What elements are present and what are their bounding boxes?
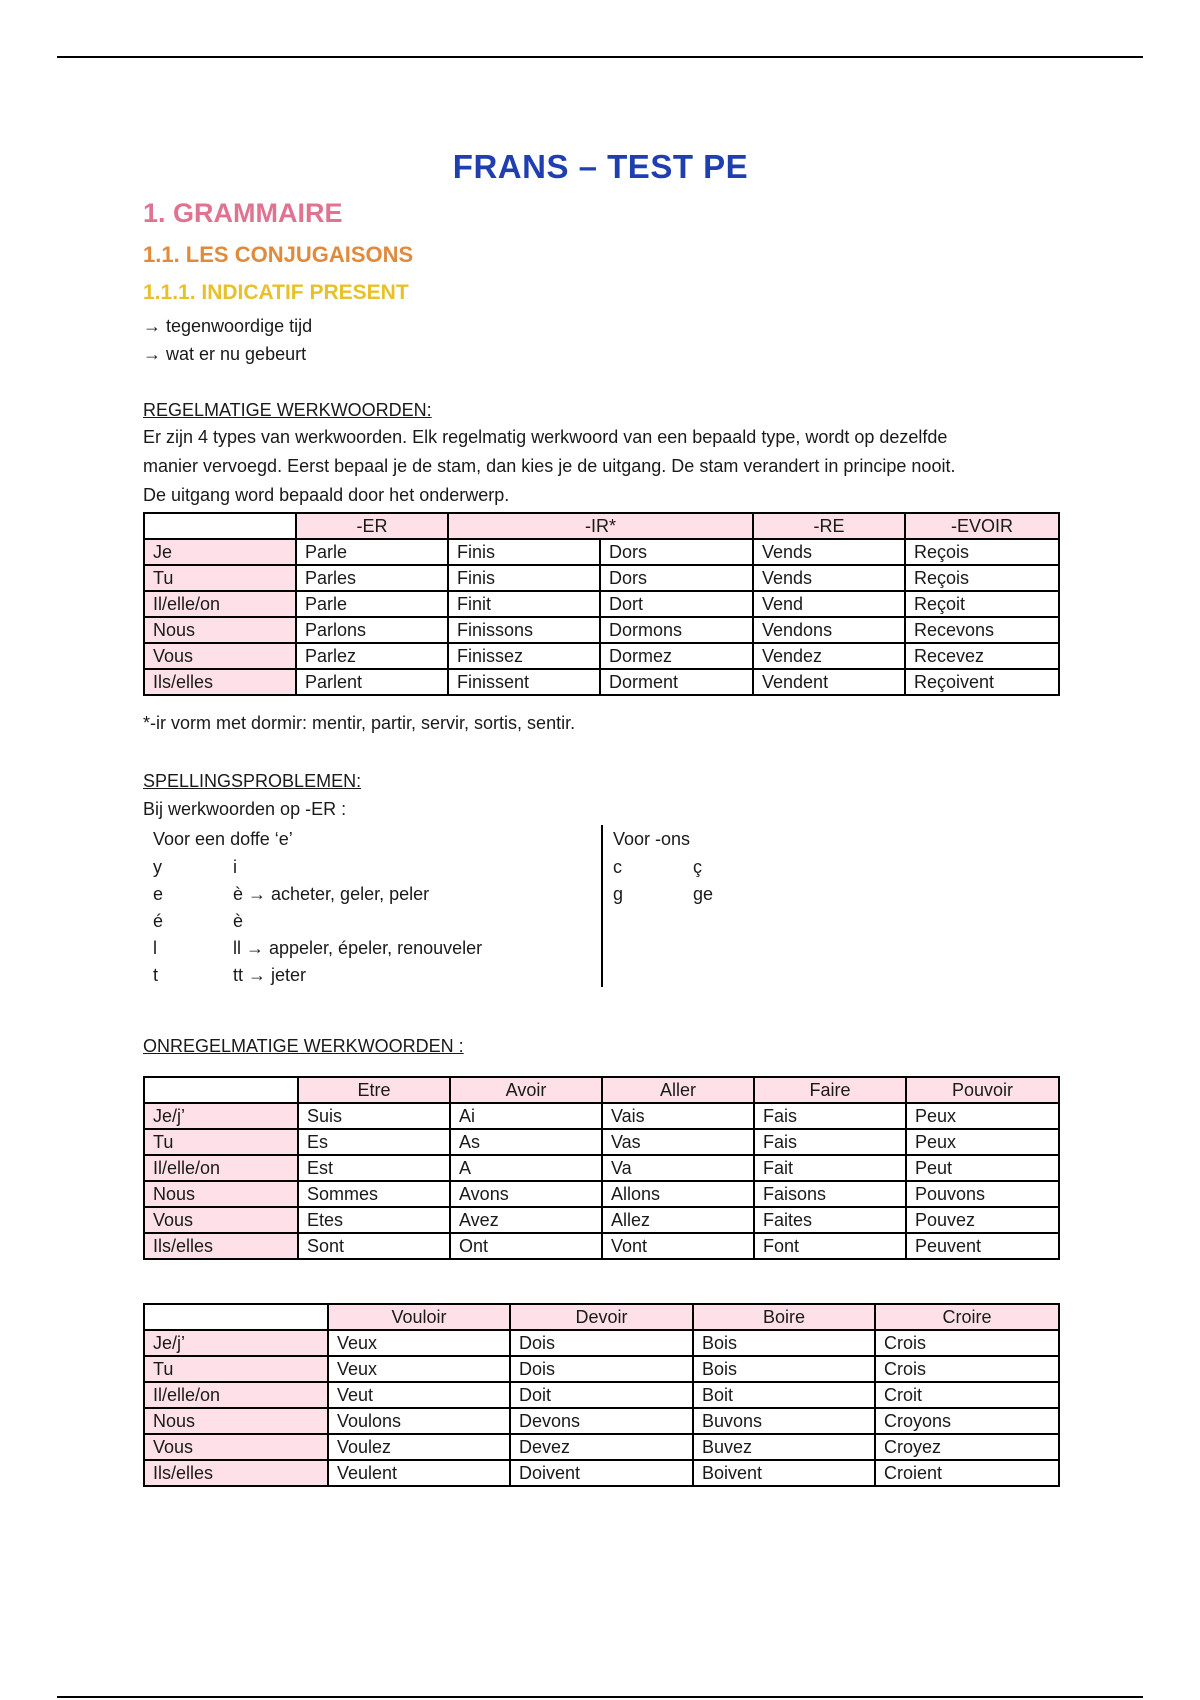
column-header: -IR* — [448, 513, 753, 539]
table-row — [144, 1356, 1059, 1382]
table-cell: Vends — [753, 539, 905, 565]
spelling-from: t — [153, 965, 159, 985]
regular-footnote: *-ir vorm met dormir: mentir, partir, servir, sortis, sentir. — [143, 713, 576, 733]
table-cell: Finit — [448, 591, 600, 617]
table-cell: Reçois — [905, 539, 1059, 565]
column-header: Pouvoir — [906, 1077, 1059, 1103]
row-header: Tu — [144, 1356, 328, 1382]
table-row — [144, 643, 1059, 669]
spelling-to: tt → jeter — [233, 965, 307, 985]
irregular-verbs-table-1 — [143, 1076, 1060, 1260]
table-cell: Vendons — [753, 617, 905, 643]
column-header: Vouloir — [328, 1304, 510, 1330]
table-cell: Finissons — [448, 617, 600, 643]
table-cell: Veux — [328, 1356, 510, 1382]
spelling-row — [613, 854, 913, 881]
column-header: -RE — [753, 513, 905, 539]
blank-header-cell — [144, 513, 296, 539]
table-row — [144, 1330, 1059, 1356]
row-header: Il/elle/on — [144, 1155, 298, 1181]
spelling-from: g — [613, 884, 624, 904]
spelling-row — [153, 854, 593, 881]
table-cell: Fait — [754, 1155, 906, 1181]
table-cell: Buvons — [693, 1408, 875, 1434]
row-header: Je/j’ — [144, 1103, 298, 1129]
table-row — [144, 1233, 1059, 1259]
table-row — [144, 539, 1059, 565]
table-cell: Vont — [602, 1233, 754, 1259]
table-cell: Dormons — [600, 617, 753, 643]
table-cell: Pouvons — [906, 1181, 1059, 1207]
table-cell: Peuvent — [906, 1233, 1059, 1259]
table-row — [144, 1103, 1059, 1129]
row-header: Nous — [144, 617, 296, 643]
table-row — [144, 617, 1059, 643]
heading-conjugaisons: 1.1. LES CONJUGAISONS — [143, 242, 414, 267]
table-cell: Croit — [875, 1382, 1059, 1408]
row-header: Tu — [144, 565, 296, 591]
intro-line: → tegenwoordige tijd — [143, 316, 313, 336]
spelling-heading: SPELLINGSPROBLEMEN: — [143, 771, 362, 791]
document-title: FRANS – TEST PE — [452, 148, 749, 185]
table-cell: As — [450, 1129, 602, 1155]
blank-header-cell — [144, 1077, 298, 1103]
table-cell: Doit — [510, 1382, 693, 1408]
table-cell: Finis — [448, 565, 600, 591]
row-header: Je — [144, 539, 296, 565]
table-cell: Bois — [693, 1330, 875, 1356]
table-row — [144, 1129, 1059, 1155]
table-cell: Dois — [510, 1356, 693, 1382]
table-cell: Parle — [296, 539, 448, 565]
regular-heading: REGELMATIGE WERKWOORDEN: — [143, 400, 432, 420]
row-header: Nous — [144, 1181, 298, 1207]
blank-header-cell — [144, 1304, 328, 1330]
spelling-to: ç — [693, 857, 702, 877]
table-cell: Parles — [296, 565, 448, 591]
column-header: -EVOIR — [905, 513, 1059, 539]
table-cell: Es — [298, 1129, 450, 1155]
table-row — [144, 1155, 1059, 1181]
table-cell: Avez — [450, 1207, 602, 1233]
table-cell: Voulez — [328, 1434, 510, 1460]
spelling-row — [153, 962, 593, 989]
table-cell: Dors — [600, 539, 753, 565]
table-cell: Croyez — [875, 1434, 1059, 1460]
heading-grammaire: 1. GRAMMAIRE — [143, 198, 343, 228]
table-cell: Reçoit — [905, 591, 1059, 617]
table-cell: Avons — [450, 1181, 602, 1207]
table-row — [144, 591, 1059, 617]
spelling-row — [153, 908, 593, 935]
table-cell: Doivent — [510, 1460, 693, 1486]
table-cell: Ont — [450, 1233, 602, 1259]
column-header: Avoir — [450, 1077, 602, 1103]
table-cell: Finissent — [448, 669, 600, 695]
table-cell: Finissez — [448, 643, 600, 669]
table-cell: Reçoivent — [905, 669, 1059, 695]
table-row — [144, 1408, 1059, 1434]
table-cell: Vendez — [753, 643, 905, 669]
table-cell: Voulons — [328, 1408, 510, 1434]
table-cell: Allons — [602, 1181, 754, 1207]
table-cell: Boivent — [693, 1460, 875, 1486]
table-cell: Vais — [602, 1103, 754, 1129]
table-cell: Parlons — [296, 617, 448, 643]
table-cell: Crois — [875, 1356, 1059, 1382]
spelling-to: ll → appeler, épeler, renouveler — [233, 938, 483, 958]
row-header: Tu — [144, 1129, 298, 1155]
spelling-from: e — [153, 884, 164, 904]
table-cell: Croyons — [875, 1408, 1059, 1434]
table-cell: Etes — [298, 1207, 450, 1233]
table-cell: Devez — [510, 1434, 693, 1460]
spelling-left-title: Voor een doffe ‘e’ — [153, 829, 293, 849]
spelling-to: è — [233, 911, 244, 931]
table-cell: Vas — [602, 1129, 754, 1155]
column-header: Croire — [875, 1304, 1059, 1330]
table-cell: Sommes — [298, 1181, 450, 1207]
row-header: Nous — [144, 1408, 328, 1434]
spelling-from: y — [153, 857, 162, 877]
table-row — [144, 1434, 1059, 1460]
spelling-to: i — [233, 857, 237, 877]
regular-verbs-table — [143, 512, 1060, 696]
table-cell: Parlez — [296, 643, 448, 669]
table-cell: Veux — [328, 1330, 510, 1356]
heading-indicatif-present: 1.1.1. INDICATIF PRESENT — [143, 281, 409, 304]
table-cell: Parlent — [296, 669, 448, 695]
spelling-to: è → acheter, geler, peler — [233, 884, 430, 904]
column-header: Boire — [693, 1304, 875, 1330]
table-cell: Allez — [602, 1207, 754, 1233]
spelling-from: é — [153, 911, 164, 931]
row-header: Vous — [144, 1434, 328, 1460]
table-cell: Peux — [906, 1129, 1059, 1155]
row-header: Je/j’ — [144, 1330, 328, 1356]
spelling-intro: Bij werkwoorden op -ER : — [143, 799, 347, 819]
table-cell: Vend — [753, 591, 905, 617]
table-cell: Faisons — [754, 1181, 906, 1207]
table-cell: Finis — [448, 539, 600, 565]
table-row — [144, 565, 1059, 591]
irregular-verbs-table-2 — [143, 1303, 1060, 1487]
table-row — [144, 1207, 1059, 1233]
table-cell: Faites — [754, 1207, 906, 1233]
table-cell: Veut — [328, 1382, 510, 1408]
spelling-right-column — [601, 825, 913, 987]
table-cell: Est — [298, 1155, 450, 1181]
column-header: -ER — [296, 513, 448, 539]
table-cell: Pouvez — [906, 1207, 1059, 1233]
table-header-row — [144, 1304, 1059, 1330]
table-cell: A — [450, 1155, 602, 1181]
table-cell: Dois — [510, 1330, 693, 1356]
row-header: Il/elle/on — [144, 1382, 328, 1408]
table-cell: Dort — [600, 591, 753, 617]
table-cell: Recevez — [905, 643, 1059, 669]
table-cell: Dorment — [600, 669, 753, 695]
table-cell: Font — [754, 1233, 906, 1259]
table-cell: Sont — [298, 1233, 450, 1259]
table-row — [144, 669, 1059, 695]
spelling-row — [153, 935, 593, 962]
regular-paragraph-line: manier vervoegd. Eerst bepaal je de stam, dan kies je de uitgang. De stam verandert in principe nooit. — [143, 456, 956, 476]
table-cell: Suis — [298, 1103, 450, 1129]
spelling-from: l — [153, 938, 157, 958]
table-cell: Reçois — [905, 565, 1059, 591]
table-cell: Dormez — [600, 643, 753, 669]
row-header: Vous — [144, 643, 296, 669]
table-cell: Dors — [600, 565, 753, 591]
table-cell: Buvez — [693, 1434, 875, 1460]
intro-line: → wat er nu gebeurt — [143, 344, 307, 364]
table-cell: Parle — [296, 591, 448, 617]
table-row — [144, 1181, 1059, 1207]
spelling-right-title: Voor -ons — [613, 829, 691, 849]
regular-paragraph-line: Er zijn 4 types van werkwoorden. Elk regelmatig werkwoord van een bepaald type, wordt op dezelfde — [143, 427, 948, 447]
table-cell: Fais — [754, 1129, 906, 1155]
spelling-row — [153, 881, 593, 908]
regular-paragraph-line: De uitgang word bepaald door het onderwerp. — [143, 485, 510, 505]
table-cell: Bois — [693, 1356, 875, 1382]
irregular-heading: ONREGELMATIGE WERKWOORDEN : — [143, 1036, 464, 1056]
table-cell: Recevons — [905, 617, 1059, 643]
row-header: Ils/elles — [144, 1460, 328, 1486]
row-header: Vous — [144, 1207, 298, 1233]
table-cell: Vends — [753, 565, 905, 591]
table-cell: Croient — [875, 1460, 1059, 1486]
table-cell: Crois — [875, 1330, 1059, 1356]
table-header-row — [144, 513, 1059, 539]
table-row — [144, 1460, 1059, 1486]
table-cell: Peut — [906, 1155, 1059, 1181]
spelling-from: c — [613, 857, 622, 877]
row-header: Ils/elles — [144, 669, 296, 695]
spelling-left-column — [153, 825, 593, 989]
table-cell: Fais — [754, 1103, 906, 1129]
table-cell: Devons — [510, 1408, 693, 1434]
table-cell: Peux — [906, 1103, 1059, 1129]
table-cell: Veulent — [328, 1460, 510, 1486]
spelling-to: ge — [693, 884, 714, 904]
table-header-row — [144, 1077, 1059, 1103]
header-rule — [57, 56, 1143, 58]
table-cell: Ai — [450, 1103, 602, 1129]
table-cell: Vendent — [753, 669, 905, 695]
table-cell: Va — [602, 1155, 754, 1181]
row-header: Il/elle/on — [144, 591, 296, 617]
column-header: Aller — [602, 1077, 754, 1103]
row-header: Ils/elles — [144, 1233, 298, 1259]
footer-rule — [57, 1696, 1143, 1698]
column-header: Devoir — [510, 1304, 693, 1330]
column-header: Faire — [754, 1077, 906, 1103]
table-row — [144, 1382, 1059, 1408]
spelling-row — [613, 881, 913, 908]
table-cell: Boit — [693, 1382, 875, 1408]
column-header: Etre — [298, 1077, 450, 1103]
